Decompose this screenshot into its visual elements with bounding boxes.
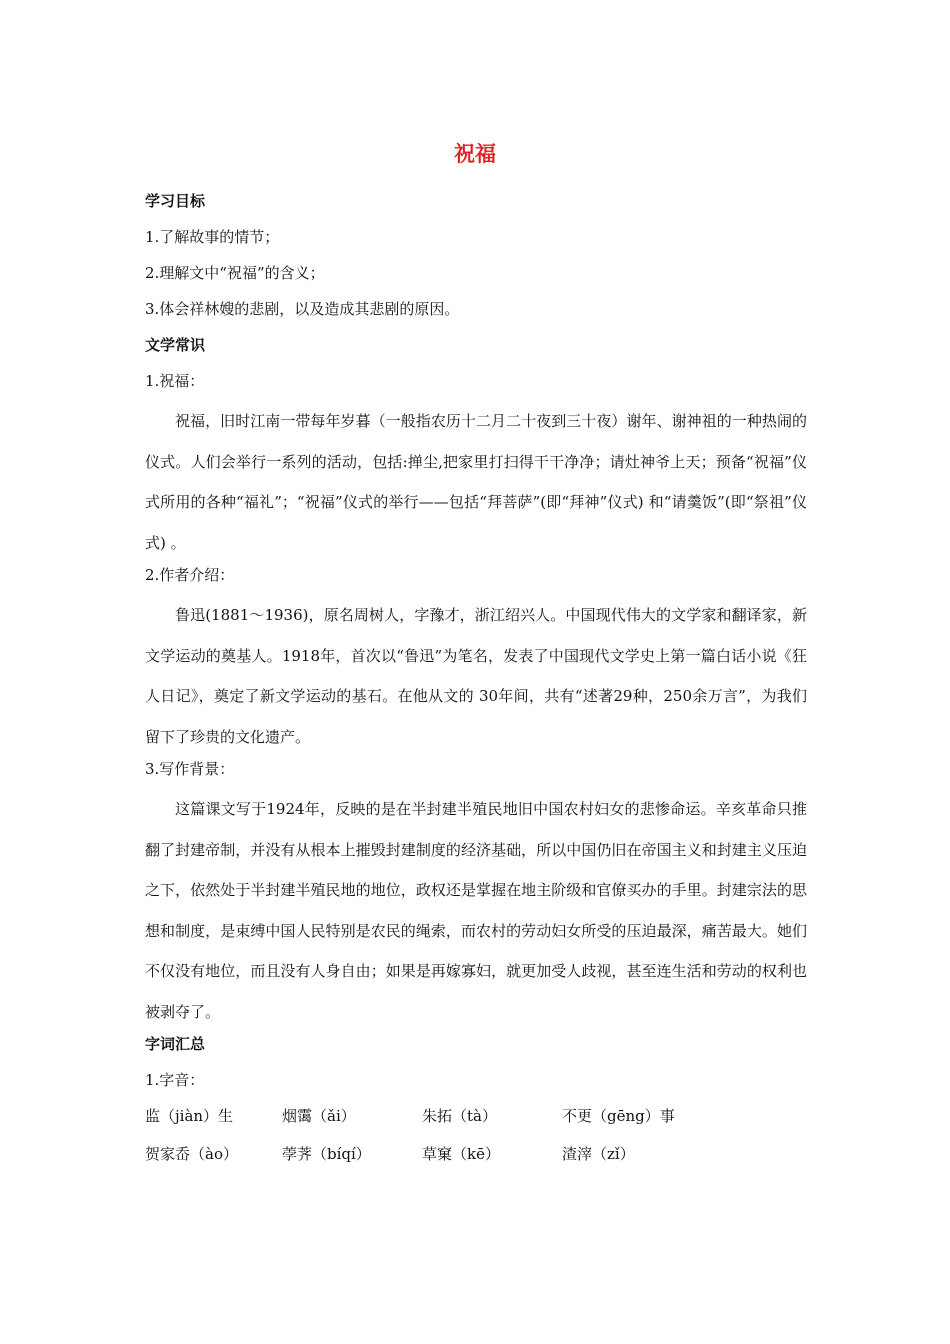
pronunciation-row [145, 1103, 807, 1141]
pronunciation-item: 草窠（kē） [422, 1145, 500, 1163]
section-heading-literature: 文学常识 [145, 336, 206, 354]
pronunciation-item: 朱拓（tà） [422, 1107, 497, 1125]
pronunciation-item: 烟霭（ǎi） [282, 1107, 356, 1125]
pronunciation-item: 监（jiàn）生 [145, 1107, 234, 1125]
paragraph-author: 鲁迅(1881～1936)，原名周树人，字豫才，浙江绍兴人。中国现代伟大的文学家和翻译家，新文学运动的奠基人。1918年，首次以“鲁迅”为笔名，发表了中国现代文学史上第一篇白话小说《狂人日记》，奠定了新文学运动的基石。在他从文的 30年间，共有“述著29种，250余万言”，为我们留下了珍贵的文化遗产。 [145, 606, 807, 746]
pronunciation-item: 贺家岙（ào） [145, 1145, 238, 1163]
document-body [145, 188, 807, 1179]
subheading-background: 3.写作背景： [145, 760, 235, 778]
paragraph-background: 这篇课文写于1924年，反映的是在半封建半殖民地旧中国农村妇女的悲惨命运。辛亥革命只推翻了封建帝制，并没有从根本上摧毁封建制度的经济基础，所以中国仍旧在帝国主义和封建主义压迫之下，依然处于半封建半殖民地的地位，政权还是掌握在地主阶级和官僚买办的手里。封建宗法的思想和制度，是束缚中国人民特别是农民的绳索，而农村的劳动妇女所受的压迫最深，痛苦最大。她们不仅没有地位，而且没有人身自由；如果是再嫁寡妇，就更加受人歧视，甚至连生活和劳动的权利也被剥夺了。 [145, 800, 807, 1021]
section-heading-goals: 学习目标 [145, 192, 206, 210]
section-heading-vocab: 字词汇总 [145, 1035, 206, 1053]
goal-item: 2.理解文中“祝福”的含义； [145, 264, 325, 282]
subheading-pronunciation: 1.字音： [145, 1071, 205, 1089]
goal-item: 3.体会祥林嫂的悲剧，以及造成其悲剧的原因。 [145, 300, 460, 318]
pronunciation-item: 渣滓（zǐ） [562, 1145, 635, 1163]
subheading-blessing: 1.祝福： [145, 372, 205, 390]
pronunciation-item: 荸荠（bíqí） [282, 1145, 371, 1163]
subheading-author: 2.作者介绍： [145, 566, 235, 584]
page-title: 祝福 [454, 142, 496, 166]
pronunciation-item: 不更（gēng）事 [562, 1107, 675, 1125]
pronunciation-row [145, 1141, 807, 1179]
goal-item: 1.了解故事的情节； [145, 228, 280, 246]
paragraph-blessing: 祝福，旧时江南一带每年岁暮（一般指农历十二月二十夜到三十夜）谢年、谢神祖的一种热闹的仪式。人们会举行一系列的活动，包括:掸尘,把家里打扫得干干净净；请灶神爷上天；预备“祝福”仪式所用的各种“福礼”；“祝福”仪式的举行——包括“拜菩萨”(即“拜神”仪式) 和“请羹饭”(即“祭祖”仪式) 。 [145, 412, 807, 552]
